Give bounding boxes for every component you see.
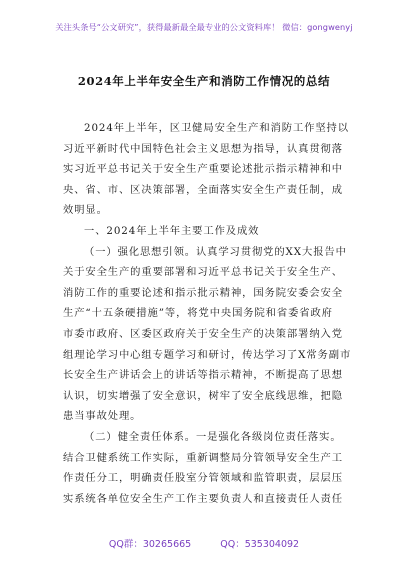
footer: [0, 536, 408, 550]
footer-qq-group: QQ群：30265665: [108, 539, 192, 550]
body-line: 认识，切实增强了安全意识，树牢了安全底线思维，把隐: [63, 389, 343, 402]
document-title: 2024年上半年安全生产和消防工作情况的总结: [77, 74, 331, 88]
body-line: 结合卫健系统工作实际，重新调整局分管领导安全生产工: [63, 451, 343, 464]
body-line: 组理论学习中心组专题学习和研讨，传达学习了X常务副市: [63, 348, 352, 361]
body-line: 患当事故处理。: [63, 410, 142, 423]
body-line: 效明显。: [63, 204, 108, 217]
body-line: 消防工作的重要论述和指示批示精神，国务院安委会安全: [63, 286, 343, 299]
body-line: 市委市政府、区委区政府关于安全生产的决策部署纳入党: [63, 327, 343, 340]
body-line: 央、省、市、区决策部署，全面落实安全生产责任制，成: [63, 183, 343, 196]
body-line: 实习近平总书记关于安全生产重要论述批示指示精神和中: [63, 163, 343, 176]
body-line: 一、2024年上半年主要工作及成效: [84, 224, 260, 237]
body-line: （二）健全责任体系。一是强化各级岗位责任落实。: [84, 430, 342, 443]
body-line: 习近平新时代中国特色社会主义思想为指导，认真贯彻落: [63, 142, 343, 155]
body-line: 作责任分工，明确责任股室分管领域和监管职责，层层压: [63, 472, 343, 485]
body-line: 生产“十五条硬措施”等，将党中央国务院和省委省政府: [63, 307, 333, 320]
document-body: [63, 118, 353, 509]
body-line: 2024年上半年，区卫健局安全生产和消防工作坚持以: [84, 122, 349, 134]
header-notice: 关注头条号“公文研究”，获得最新最全最专业的公文资料库！ 微信：gongwenyj: [55, 22, 353, 32]
footer-qq: QQ：535304092: [220, 539, 300, 550]
body-line: 长安全生产讲话会上的讲话等指示精神，不断提高了思想: [63, 369, 343, 382]
body-line: 实系统各单位安全生产工作主要负责人和直接责任人责任: [63, 492, 343, 505]
body-line: （一）强化思想引领。认真学习贯彻党的XX大报告中: [84, 245, 347, 258]
body-line: 关于安全生产的重要部署和习近平总书记关于安全生产、: [63, 266, 343, 279]
